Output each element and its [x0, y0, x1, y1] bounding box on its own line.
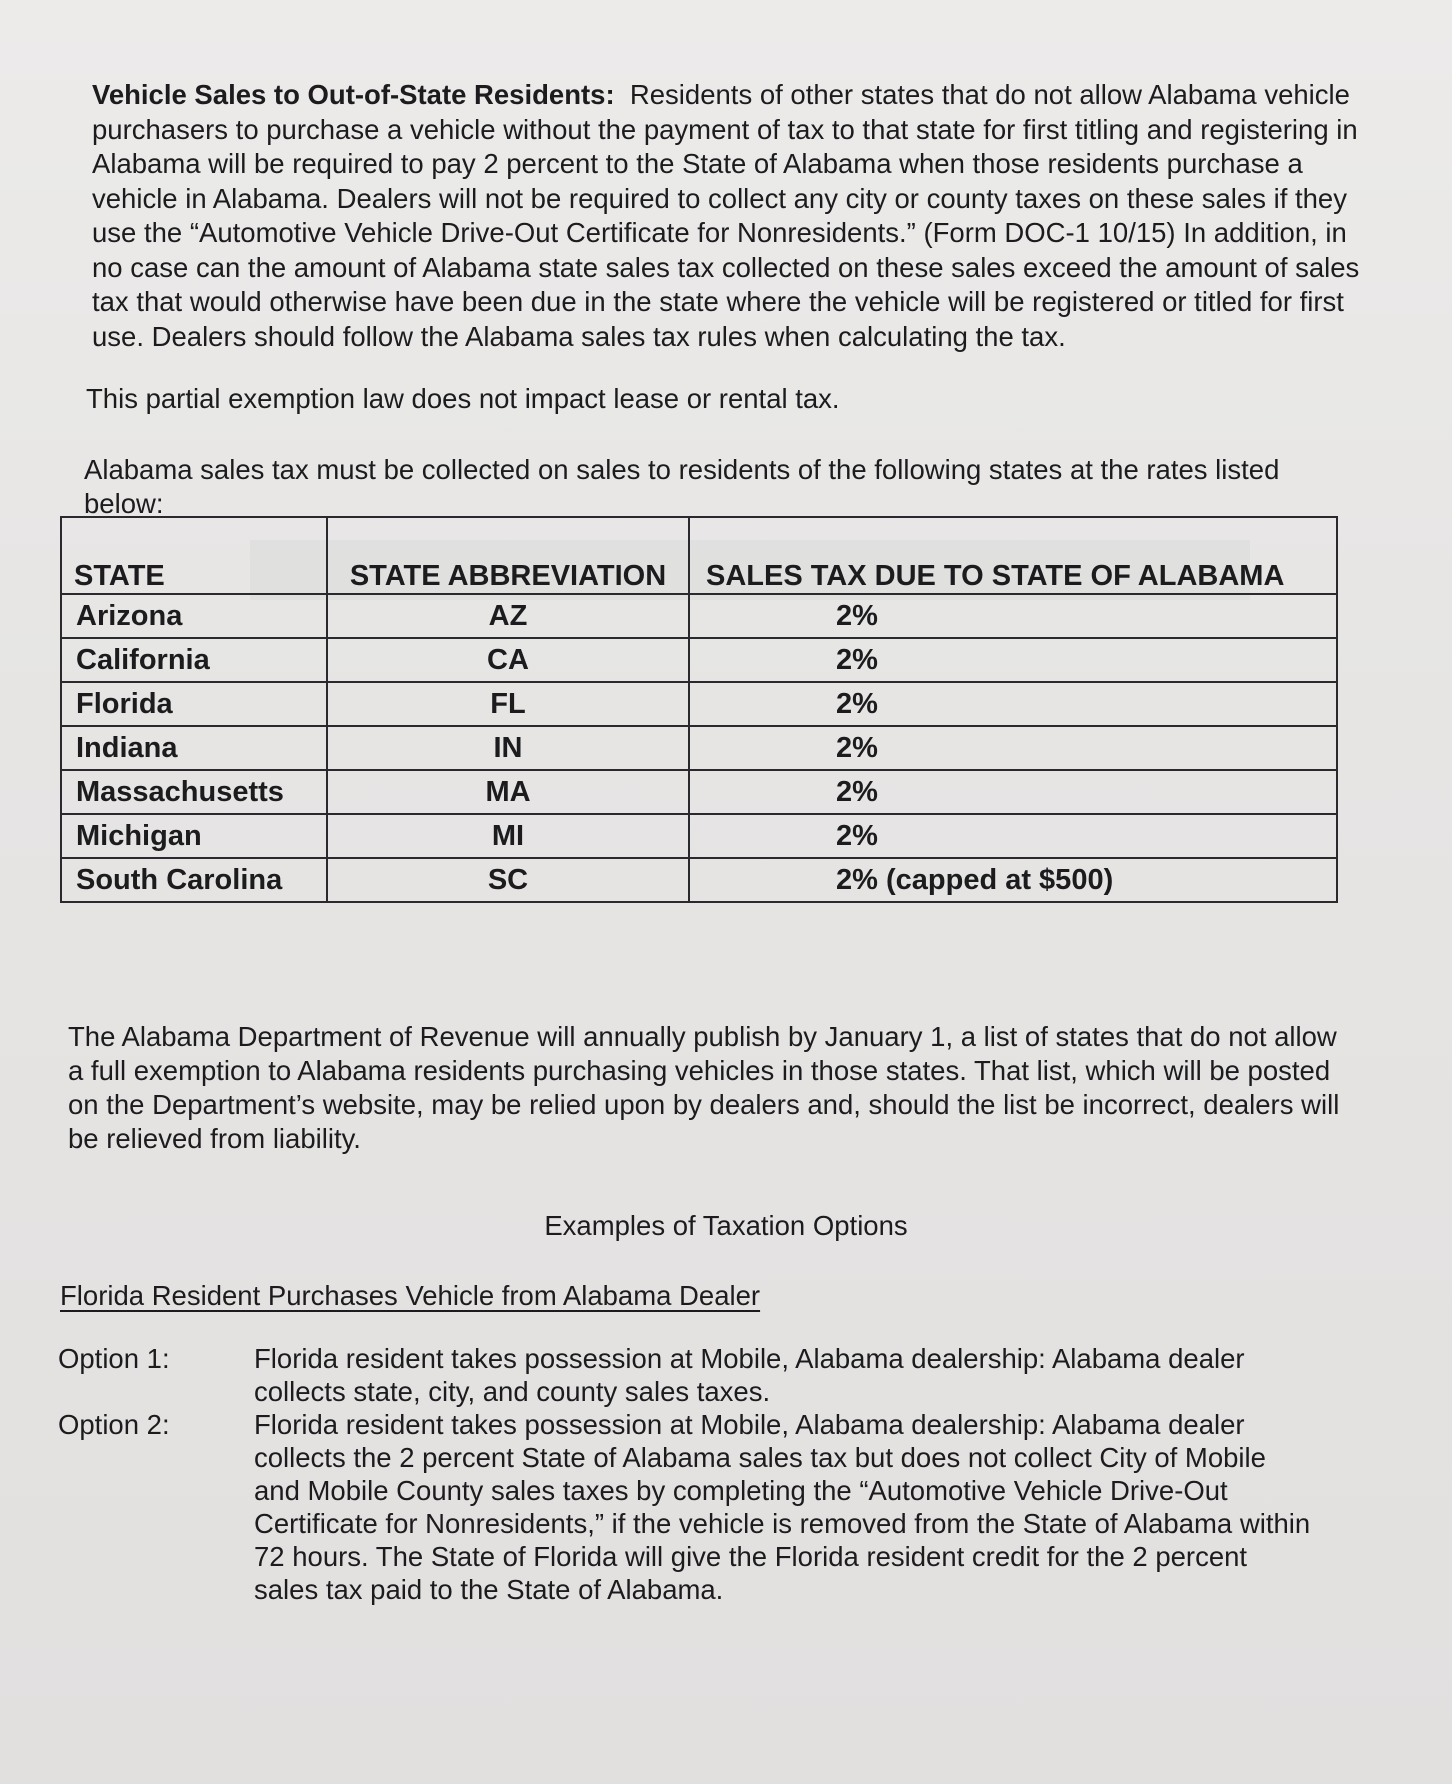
table-row — [61, 594, 1337, 638]
scenario-title: Florida Resident Purchases Vehicle from Alabama Dealer — [60, 1280, 761, 1311]
cell-state: Arizona — [61, 594, 327, 638]
cell-abbreviation: SC — [327, 858, 689, 902]
lease-note: This partial exemption law does not impact lease or rental tax. — [86, 383, 840, 414]
cell-abbreviation: FL — [327, 682, 689, 726]
document-body — [86, 78, 1386, 522]
cell-tax: 2% — [689, 682, 1337, 726]
cell-abbreviation: MA — [327, 770, 689, 814]
cell-state: South Carolina — [61, 858, 327, 902]
cell-abbreviation: IN — [327, 726, 689, 770]
table-row — [61, 726, 1337, 770]
examples-heading: Examples of Taxation Options — [544, 1210, 908, 1241]
table-row — [61, 638, 1337, 682]
option-text: Florida resident takes possession at Mobile, Alabama dealership: Alabama dealer collects state, city, and county sales taxes. — [254, 1343, 1245, 1407]
cell-state: California — [61, 638, 327, 682]
rates-intro: Alabama sales tax must be collected on sales to residents of the following states at the rates listed below: — [84, 453, 1280, 519]
header-tax-due: SALES TAX DUE TO STATE OF ALABAMA — [689, 517, 1337, 594]
cell-tax: 2% — [689, 770, 1337, 814]
cell-abbreviation: CA — [327, 638, 689, 682]
publication-note: The Alabama Department of Revenue will annually publish by January 1, a list of states that do not allow a full exemption to Alabama residents purchasing vehicles in those states. That list, which will be posted on the Department’s website, may be relied upon by dealers and, should the list be incorrect, dealers will be relieved from liability. — [68, 1021, 1340, 1154]
table-row — [61, 814, 1337, 858]
option-2 — [58, 1408, 1314, 1606]
option-label: Option 2: — [58, 1409, 170, 1440]
cell-tax: 2% — [689, 594, 1337, 638]
header-abbreviation: STATE ABBREVIATION — [327, 517, 689, 594]
header-state: STATE — [61, 517, 327, 594]
option-text: Florida resident takes possession at Mobile, Alabama dealership: Alabama dealer collects the 2 percent State of Alabama sales tax but does not collect City of Mobile and Mobile County sales taxes by completing the “Automotive Vehicle Drive-Out Certificate for Nonresidents,” if the vehicle is removed from the State of Alabama within 72 hours. The State of Florida will give the Florida resident credit for the 2 percent sales tax paid to the State of Alabama. — [254, 1409, 1311, 1605]
table-row — [61, 682, 1337, 726]
intro-body: Residents of other states that do not allow Alabama vehicle purchasers to purchase a vehicle without the payment of tax to that state for first titling and registering in Alabama will be required to pay 2 percent to the State of Alabama when those residents purchase a vehicle in Alabama. Dealers will not be required to collect any city or county taxes on these sales if they use the “Automotive Vehicle Drive-Out Certificate for Nonresidents.” (Form DOC-1 10/15) In addition, in no case can the amount of Alabama state sales tax collected on these sales exceed the amount of sales tax that would otherwise have been due in the state where the vehicle will be registered or titled for first use. Dealers should follow the Alabama sales tax rules when calculating the tax. — [92, 79, 1360, 352]
cell-tax: 2% — [689, 726, 1337, 770]
cell-abbreviation: MI — [327, 814, 689, 858]
intro-heading: Vehicle Sales to Out-of-State Residents: — [92, 79, 615, 110]
cell-state: Indiana — [61, 726, 327, 770]
cell-tax: 2% — [689, 638, 1337, 682]
table-row — [61, 858, 1337, 902]
cell-tax: 2% (capped at $500) — [689, 858, 1337, 902]
rates-table — [60, 516, 1338, 903]
table-row — [61, 770, 1337, 814]
cell-state: Florida — [61, 682, 327, 726]
option-1 — [58, 1342, 1314, 1408]
cell-tax: 2% — [689, 814, 1337, 858]
cell-state: Michigan — [61, 814, 327, 858]
option-label: Option 1: — [58, 1343, 170, 1374]
intro-paragraph — [92, 78, 1382, 354]
cell-abbreviation: AZ — [327, 594, 689, 638]
rates-table-header-row — [61, 517, 1337, 594]
cell-state: Massachusetts — [61, 770, 327, 814]
